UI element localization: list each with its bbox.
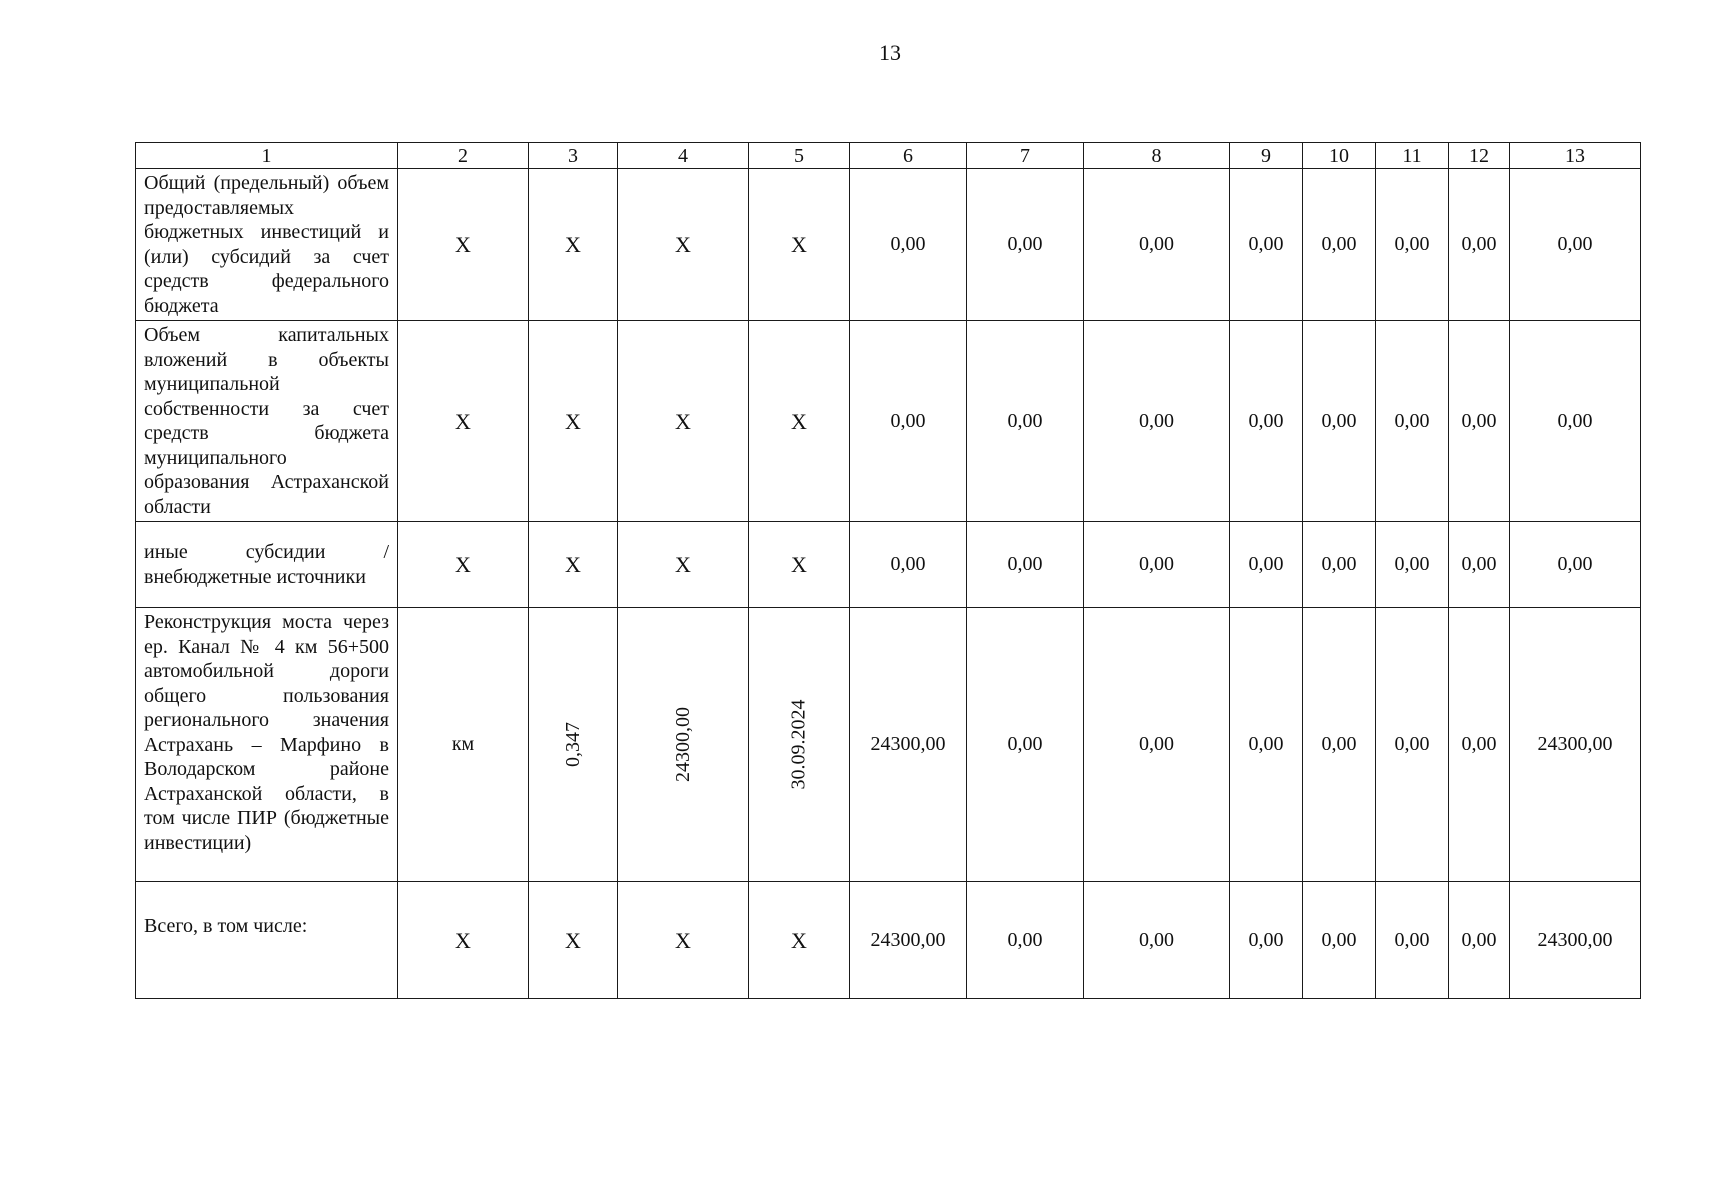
table-cell: X bbox=[398, 169, 529, 321]
table-cell: X bbox=[529, 882, 618, 999]
table-cell: 0,00 bbox=[1230, 321, 1303, 522]
table-cell: X bbox=[618, 522, 749, 608]
table-cell: 0,00 bbox=[850, 169, 967, 321]
table-cell: 0,00 bbox=[1510, 522, 1641, 608]
table-cell: 0,00 bbox=[967, 169, 1084, 321]
table-cell: 0,00 bbox=[1376, 169, 1449, 321]
table-row bbox=[136, 522, 1641, 608]
table-cell: X bbox=[749, 522, 850, 608]
table-cell: X bbox=[398, 882, 529, 999]
table-row bbox=[136, 169, 1641, 321]
row-name-cell: Общий (предельный) объем предоставляемых бюджетных инвестиций и (или) субсидий за счет средств федерального бюджета bbox=[136, 169, 398, 321]
vertical-value: 24300,00 bbox=[671, 707, 694, 782]
table-cell: 0,00 bbox=[1230, 608, 1303, 882]
row-name-cell: Всего, в том числе: bbox=[136, 882, 398, 999]
table-cell: 0,00 bbox=[850, 321, 967, 522]
table-cell: 0,00 bbox=[967, 882, 1084, 999]
table-cell: 0,00 bbox=[1084, 321, 1230, 522]
table-cell: 0,00 bbox=[967, 522, 1084, 608]
table-header-row bbox=[136, 143, 1641, 169]
table-cell: 24300,00 bbox=[850, 882, 967, 999]
header-cell: 3 bbox=[529, 143, 618, 169]
table-cell: X bbox=[749, 169, 850, 321]
table-cell: X bbox=[618, 321, 749, 522]
row-name-cell: Объем капитальных вложений в объекты муниципальной собственности за счет средств бюджета муниципального образования Астраханской области bbox=[136, 321, 398, 522]
table-cell: X bbox=[398, 321, 529, 522]
table-cell: 0,00 bbox=[1303, 321, 1376, 522]
table-cell: 0,00 bbox=[1084, 882, 1230, 999]
table-cell: 0,00 bbox=[1376, 608, 1449, 882]
table-cell: X bbox=[529, 169, 618, 321]
header-cell: 1 bbox=[136, 143, 398, 169]
table-cell: 24300,00 bbox=[850, 608, 967, 882]
table-cell: 0,00 bbox=[1230, 522, 1303, 608]
table-cell: 0,00 bbox=[1449, 882, 1510, 999]
table-row bbox=[136, 608, 1641, 882]
table-cell: 0,00 bbox=[1084, 608, 1230, 882]
table-cell: X bbox=[618, 169, 749, 321]
table-cell bbox=[749, 608, 850, 882]
table-cell: 0,00 bbox=[967, 608, 1084, 882]
header-cell: 12 bbox=[1449, 143, 1510, 169]
investment-table bbox=[135, 142, 1641, 999]
row-name-cell: иные субсидии / внебюджетные источники bbox=[136, 522, 398, 608]
table-cell: 0,00 bbox=[850, 522, 967, 608]
page-number: 13 bbox=[879, 40, 901, 65]
header-cell: 6 bbox=[850, 143, 967, 169]
header-cell: 10 bbox=[1303, 143, 1376, 169]
table-cell: X bbox=[529, 321, 618, 522]
table-cell: 0,00 bbox=[1376, 882, 1449, 999]
header-cell: 7 bbox=[967, 143, 1084, 169]
table-row-total bbox=[136, 882, 1641, 999]
table-cell bbox=[529, 608, 618, 882]
header-cell: 4 bbox=[618, 143, 749, 169]
header-cell: 5 bbox=[749, 143, 850, 169]
vertical-value: 30.09.2024 bbox=[787, 699, 810, 790]
table-cell: X bbox=[398, 522, 529, 608]
header-cell: 13 bbox=[1510, 143, 1641, 169]
table-cell: 0,00 bbox=[1376, 321, 1449, 522]
row-name-cell: Реконструкция моста через ер. Канал № 4 км 56+500 автомобильной дороги общего пользования регионального значения Астрахань – Марфино в Володарском районе Астраханской области, в том числе ПИР (бюджетные инвестиции) bbox=[136, 608, 398, 882]
table-cell: X bbox=[749, 882, 850, 999]
table-cell: 24300,00 bbox=[1510, 608, 1641, 882]
table-cell: 0,00 bbox=[1449, 169, 1510, 321]
table-cell: 0,00 bbox=[1303, 608, 1376, 882]
table-cell: 0,00 bbox=[1303, 169, 1376, 321]
table-cell: 0,00 bbox=[1303, 522, 1376, 608]
vertical-value: 0,347 bbox=[561, 722, 584, 767]
table-cell: 0,00 bbox=[1510, 169, 1641, 321]
table-row bbox=[136, 321, 1641, 522]
header-cell: 11 bbox=[1376, 143, 1449, 169]
table-cell: 0,00 bbox=[1449, 522, 1510, 608]
table-cell: км bbox=[398, 608, 529, 882]
table-cell: 0,00 bbox=[1084, 169, 1230, 321]
table-cell: X bbox=[749, 321, 850, 522]
table-cell bbox=[618, 608, 749, 882]
table-cell: 0,00 bbox=[1510, 321, 1641, 522]
table-cell: 24300,00 bbox=[1510, 882, 1641, 999]
table-cell: 0,00 bbox=[1376, 522, 1449, 608]
table-cell: 0,00 bbox=[1449, 608, 1510, 882]
table-cell: 0,00 bbox=[967, 321, 1084, 522]
table-cell: 0,00 bbox=[1230, 169, 1303, 321]
table-cell: X bbox=[529, 522, 618, 608]
header-cell: 2 bbox=[398, 143, 529, 169]
table-cell: 0,00 bbox=[1449, 321, 1510, 522]
header-cell: 9 bbox=[1230, 143, 1303, 169]
table-cell: 0,00 bbox=[1230, 882, 1303, 999]
table-cell: X bbox=[618, 882, 749, 999]
header-cell: 8 bbox=[1084, 143, 1230, 169]
table-cell: 0,00 bbox=[1303, 882, 1376, 999]
table-cell: 0,00 bbox=[1084, 522, 1230, 608]
